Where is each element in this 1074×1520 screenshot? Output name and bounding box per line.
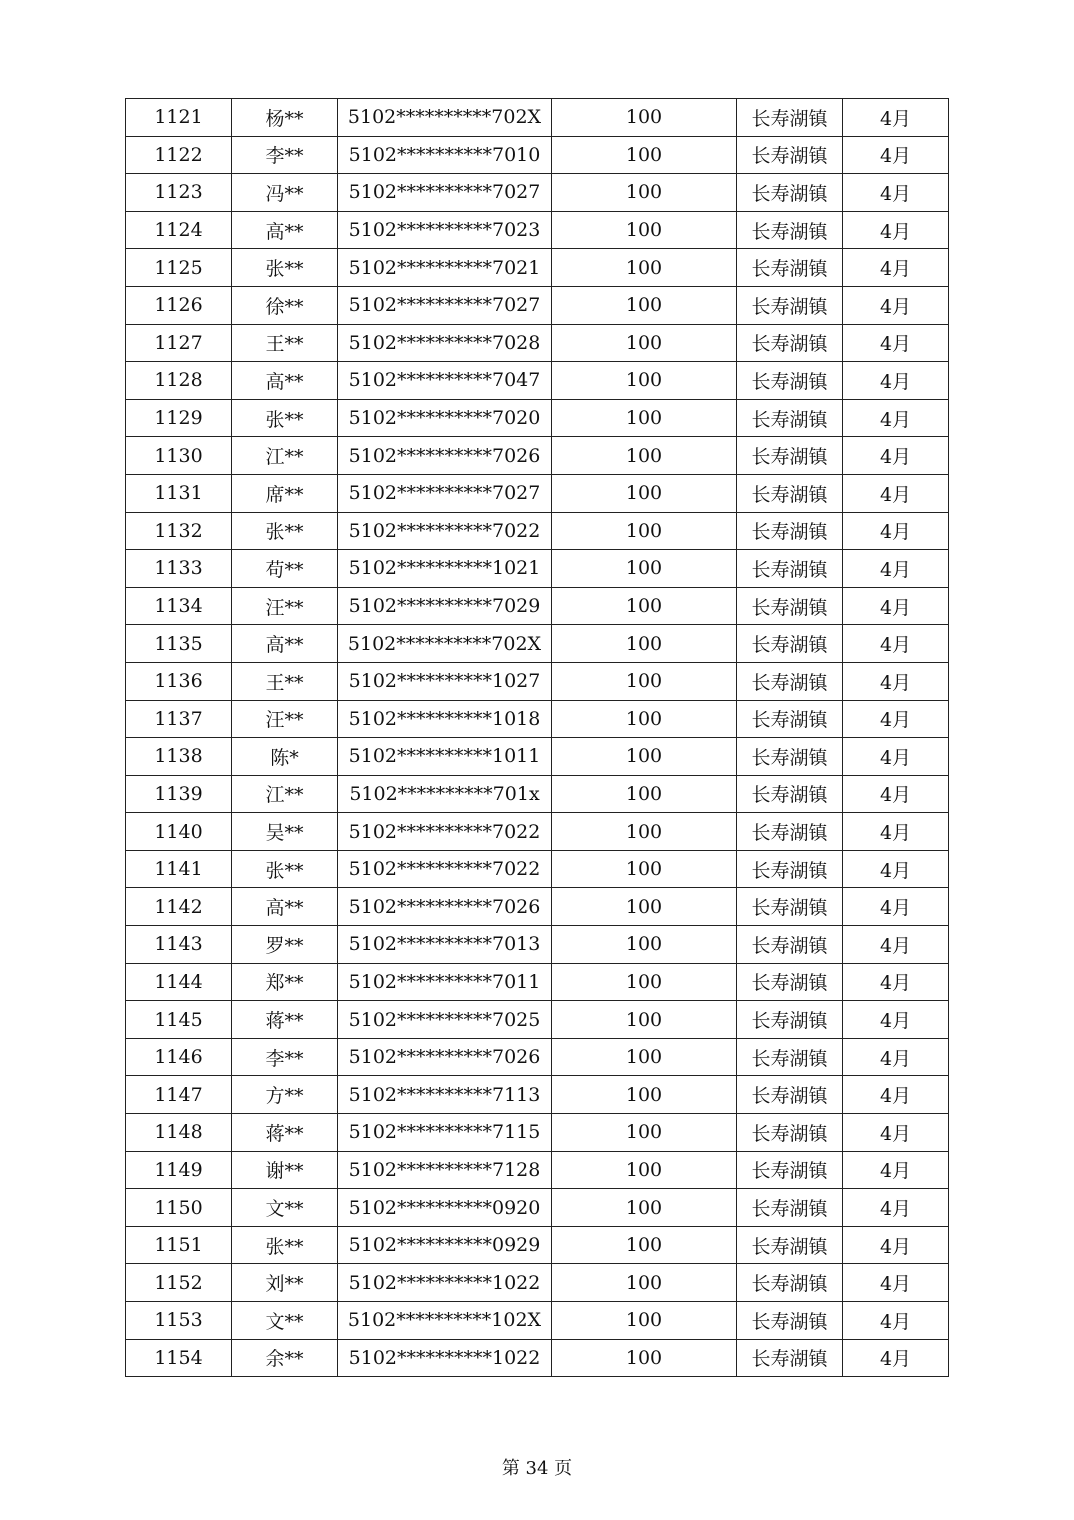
table-row <box>126 662 949 700</box>
id-number-cell: 5102**********7027 <box>338 174 552 212</box>
table-row <box>126 1264 949 1302</box>
name-cell: 苟** <box>232 550 338 588</box>
amount-cell: 100 <box>552 136 737 174</box>
seq-number-cell: 1144 <box>126 963 232 1001</box>
town-cell: 长寿湖镇 <box>737 1151 843 1189</box>
table-row <box>126 1114 949 1152</box>
month-cell: 4月 <box>843 286 949 324</box>
amount-cell: 100 <box>552 587 737 625</box>
seq-number-cell: 1129 <box>126 399 232 437</box>
amount-cell: 100 <box>552 888 737 926</box>
id-number-cell: 5102**********7020 <box>338 399 552 437</box>
seq-number-cell: 1122 <box>126 136 232 174</box>
month-cell: 4月 <box>843 775 949 813</box>
town-cell: 长寿湖镇 <box>737 738 843 776</box>
amount-cell: 100 <box>552 174 737 212</box>
amount-cell: 100 <box>552 324 737 362</box>
name-cell: 刘** <box>232 1264 338 1302</box>
name-cell: 张** <box>232 1226 338 1264</box>
table-row <box>126 963 949 1001</box>
table-row <box>126 474 949 512</box>
seq-number-cell: 1147 <box>126 1076 232 1114</box>
amount-cell: 100 <box>552 850 737 888</box>
amount-cell: 100 <box>552 99 737 137</box>
name-cell: 江** <box>232 437 338 475</box>
town-cell: 长寿湖镇 <box>737 813 843 851</box>
table-row <box>126 362 949 400</box>
amount-cell: 100 <box>552 700 737 738</box>
id-number-cell: 5102**********7022 <box>338 813 552 851</box>
month-cell: 4月 <box>843 850 949 888</box>
id-number-cell: 5102**********7113 <box>338 1076 552 1114</box>
seq-number-cell: 1149 <box>126 1151 232 1189</box>
table-row <box>126 550 949 588</box>
records-table-body <box>126 99 949 1377</box>
seq-number-cell: 1131 <box>126 474 232 512</box>
town-cell: 长寿湖镇 <box>737 850 843 888</box>
town-cell: 长寿湖镇 <box>737 249 843 287</box>
id-number-cell: 5102**********7010 <box>338 136 552 174</box>
town-cell: 长寿湖镇 <box>737 1339 843 1377</box>
month-cell: 4月 <box>843 99 949 137</box>
month-cell: 4月 <box>843 550 949 588</box>
seq-number-cell: 1140 <box>126 813 232 851</box>
seq-number-cell: 1128 <box>126 362 232 400</box>
seq-number-cell: 1153 <box>126 1302 232 1340</box>
name-cell: 汪** <box>232 700 338 738</box>
amount-cell: 100 <box>552 1302 737 1340</box>
town-cell: 长寿湖镇 <box>737 286 843 324</box>
name-cell: 文** <box>232 1189 338 1227</box>
table-row <box>126 775 949 813</box>
amount-cell: 100 <box>552 1038 737 1076</box>
name-cell: 徐** <box>232 286 338 324</box>
month-cell: 4月 <box>843 474 949 512</box>
table-row <box>126 738 949 776</box>
id-number-cell: 5102**********0920 <box>338 1189 552 1227</box>
seq-number-cell: 1141 <box>126 850 232 888</box>
seq-number-cell: 1125 <box>126 249 232 287</box>
seq-number-cell: 1124 <box>126 211 232 249</box>
id-number-cell: 5102**********0929 <box>338 1226 552 1264</box>
table-row <box>126 1038 949 1076</box>
seq-number-cell: 1127 <box>126 324 232 362</box>
id-number-cell: 5102**********7022 <box>338 512 552 550</box>
name-cell: 谢** <box>232 1151 338 1189</box>
name-cell: 李** <box>232 136 338 174</box>
month-cell: 4月 <box>843 813 949 851</box>
id-number-cell: 5102**********7026 <box>338 1038 552 1076</box>
amount-cell: 100 <box>552 1076 737 1114</box>
id-number-cell: 5102**********7025 <box>338 1001 552 1039</box>
id-number-cell: 5102**********7022 <box>338 850 552 888</box>
town-cell: 长寿湖镇 <box>737 1226 843 1264</box>
seq-number-cell: 1136 <box>126 662 232 700</box>
table-row <box>126 136 949 174</box>
table-row <box>126 587 949 625</box>
month-cell: 4月 <box>843 888 949 926</box>
month-cell: 4月 <box>843 1339 949 1377</box>
town-cell: 长寿湖镇 <box>737 512 843 550</box>
name-cell: 陈* <box>232 738 338 776</box>
amount-cell: 100 <box>552 362 737 400</box>
name-cell: 冯** <box>232 174 338 212</box>
town-cell: 长寿湖镇 <box>737 1001 843 1039</box>
month-cell: 4月 <box>843 1076 949 1114</box>
seq-number-cell: 1150 <box>126 1189 232 1227</box>
name-cell: 杨** <box>232 99 338 137</box>
town-cell: 长寿湖镇 <box>737 99 843 137</box>
seq-number-cell: 1146 <box>126 1038 232 1076</box>
table-row <box>126 211 949 249</box>
seq-number-cell: 1154 <box>126 1339 232 1377</box>
amount-cell: 100 <box>552 437 737 475</box>
table-row <box>126 249 949 287</box>
month-cell: 4月 <box>843 625 949 663</box>
month-cell: 4月 <box>843 174 949 212</box>
id-number-cell: 5102**********1022 <box>338 1339 552 1377</box>
table-row <box>126 1302 949 1340</box>
month-cell: 4月 <box>843 249 949 287</box>
table-row <box>126 850 949 888</box>
table-row <box>126 813 949 851</box>
amount-cell: 100 <box>552 1189 737 1227</box>
id-number-cell: 5102**********1011 <box>338 738 552 776</box>
month-cell: 4月 <box>843 738 949 776</box>
month-cell: 4月 <box>843 1114 949 1152</box>
table-row <box>126 324 949 362</box>
name-cell: 罗** <box>232 926 338 964</box>
town-cell: 长寿湖镇 <box>737 587 843 625</box>
table-row <box>126 174 949 212</box>
amount-cell: 100 <box>552 662 737 700</box>
month-cell: 4月 <box>843 1038 949 1076</box>
seq-number-cell: 1133 <box>126 550 232 588</box>
page-number: 第 34 页 <box>501 1458 573 1479</box>
seq-number-cell: 1137 <box>126 700 232 738</box>
month-cell: 4月 <box>843 324 949 362</box>
table-row <box>126 1076 949 1114</box>
id-number-cell: 5102**********7026 <box>338 437 552 475</box>
town-cell: 长寿湖镇 <box>737 174 843 212</box>
town-cell: 长寿湖镇 <box>737 1038 843 1076</box>
table-row <box>126 399 949 437</box>
id-number-cell: 5102**********702X <box>338 625 552 663</box>
amount-cell: 100 <box>552 775 737 813</box>
town-cell: 长寿湖镇 <box>737 775 843 813</box>
id-number-cell: 5102**********7027 <box>338 474 552 512</box>
table-row <box>126 1226 949 1264</box>
amount-cell: 100 <box>552 1114 737 1152</box>
id-number-cell: 5102**********701x <box>338 775 552 813</box>
amount-cell: 100 <box>552 512 737 550</box>
month-cell: 4月 <box>843 1001 949 1039</box>
month-cell: 4月 <box>843 136 949 174</box>
table-row <box>126 1151 949 1189</box>
name-cell: 汪** <box>232 587 338 625</box>
id-number-cell: 5102**********7027 <box>338 286 552 324</box>
amount-cell: 100 <box>552 1001 737 1039</box>
month-cell: 4月 <box>843 662 949 700</box>
town-cell: 长寿湖镇 <box>737 1076 843 1114</box>
amount-cell: 100 <box>552 926 737 964</box>
month-cell: 4月 <box>843 1226 949 1264</box>
table-row <box>126 99 949 137</box>
id-number-cell: 5102**********7029 <box>338 587 552 625</box>
month-cell: 4月 <box>843 399 949 437</box>
seq-number-cell: 1139 <box>126 775 232 813</box>
name-cell: 席** <box>232 474 338 512</box>
amount-cell: 100 <box>552 738 737 776</box>
amount-cell: 100 <box>552 249 737 287</box>
town-cell: 长寿湖镇 <box>737 662 843 700</box>
month-cell: 4月 <box>843 1302 949 1340</box>
month-cell: 4月 <box>843 926 949 964</box>
id-number-cell: 5102**********702X <box>338 99 552 137</box>
amount-cell: 100 <box>552 286 737 324</box>
town-cell: 长寿湖镇 <box>737 437 843 475</box>
seq-number-cell: 1130 <box>126 437 232 475</box>
id-number-cell: 5102**********7047 <box>338 362 552 400</box>
month-cell: 4月 <box>843 512 949 550</box>
name-cell: 李** <box>232 1038 338 1076</box>
month-cell: 4月 <box>843 437 949 475</box>
seq-number-cell: 1152 <box>126 1264 232 1302</box>
name-cell: 王** <box>232 662 338 700</box>
town-cell: 长寿湖镇 <box>737 926 843 964</box>
town-cell: 长寿湖镇 <box>737 700 843 738</box>
name-cell: 高** <box>232 211 338 249</box>
seq-number-cell: 1142 <box>126 888 232 926</box>
id-number-cell: 5102**********1018 <box>338 700 552 738</box>
table-row <box>126 437 949 475</box>
name-cell: 吴** <box>232 813 338 851</box>
seq-number-cell: 1126 <box>126 286 232 324</box>
amount-cell: 100 <box>552 211 737 249</box>
seq-number-cell: 1143 <box>126 926 232 964</box>
id-number-cell: 5102**********102X <box>338 1302 552 1340</box>
id-number-cell: 5102**********7026 <box>338 888 552 926</box>
amount-cell: 100 <box>552 399 737 437</box>
town-cell: 长寿湖镇 <box>737 324 843 362</box>
table-row <box>126 888 949 926</box>
town-cell: 长寿湖镇 <box>737 362 843 400</box>
month-cell: 4月 <box>843 700 949 738</box>
table-row <box>126 926 949 964</box>
town-cell: 长寿湖镇 <box>737 1114 843 1152</box>
id-number-cell: 5102**********1021 <box>338 550 552 588</box>
seq-number-cell: 1138 <box>126 738 232 776</box>
name-cell: 高** <box>232 625 338 663</box>
name-cell: 张** <box>232 399 338 437</box>
name-cell: 方** <box>232 1076 338 1114</box>
id-number-cell: 5102**********7128 <box>338 1151 552 1189</box>
town-cell: 长寿湖镇 <box>737 474 843 512</box>
town-cell: 长寿湖镇 <box>737 136 843 174</box>
name-cell: 蒋** <box>232 1114 338 1152</box>
month-cell: 4月 <box>843 211 949 249</box>
table-row <box>126 512 949 550</box>
name-cell: 高** <box>232 362 338 400</box>
town-cell: 长寿湖镇 <box>737 1302 843 1340</box>
name-cell: 张** <box>232 512 338 550</box>
name-cell: 蒋** <box>232 1001 338 1039</box>
table-row <box>126 286 949 324</box>
amount-cell: 100 <box>552 625 737 663</box>
town-cell: 长寿湖镇 <box>737 211 843 249</box>
town-cell: 长寿湖镇 <box>737 888 843 926</box>
town-cell: 长寿湖镇 <box>737 1264 843 1302</box>
name-cell: 江** <box>232 775 338 813</box>
seq-number-cell: 1148 <box>126 1114 232 1152</box>
name-cell: 张** <box>232 850 338 888</box>
month-cell: 4月 <box>843 1264 949 1302</box>
seq-number-cell: 1135 <box>126 625 232 663</box>
town-cell: 长寿湖镇 <box>737 625 843 663</box>
seq-number-cell: 1121 <box>126 99 232 137</box>
name-cell: 郑** <box>232 963 338 1001</box>
month-cell: 4月 <box>843 587 949 625</box>
table-row <box>126 1001 949 1039</box>
id-number-cell: 5102**********7011 <box>338 963 552 1001</box>
town-cell: 长寿湖镇 <box>737 1189 843 1227</box>
amount-cell: 100 <box>552 1264 737 1302</box>
id-number-cell: 5102**********7021 <box>338 249 552 287</box>
town-cell: 长寿湖镇 <box>737 550 843 588</box>
seq-number-cell: 1134 <box>126 587 232 625</box>
id-number-cell: 5102**********7023 <box>338 211 552 249</box>
amount-cell: 100 <box>552 474 737 512</box>
month-cell: 4月 <box>843 362 949 400</box>
amount-cell: 100 <box>552 550 737 588</box>
name-cell: 高** <box>232 888 338 926</box>
table-row <box>126 700 949 738</box>
id-number-cell: 5102**********7013 <box>338 926 552 964</box>
name-cell: 余** <box>232 1339 338 1377</box>
month-cell: 4月 <box>843 963 949 1001</box>
id-number-cell: 5102**********1027 <box>338 662 552 700</box>
month-cell: 4月 <box>843 1189 949 1227</box>
seq-number-cell: 1132 <box>126 512 232 550</box>
town-cell: 长寿湖镇 <box>737 963 843 1001</box>
amount-cell: 100 <box>552 813 737 851</box>
seq-number-cell: 1145 <box>126 1001 232 1039</box>
name-cell: 张** <box>232 249 338 287</box>
seq-number-cell: 1151 <box>126 1226 232 1264</box>
name-cell: 文** <box>232 1302 338 1340</box>
table-row <box>126 1339 949 1377</box>
amount-cell: 100 <box>552 1226 737 1264</box>
table-row <box>126 625 949 663</box>
table-row <box>126 1189 949 1227</box>
seq-number-cell: 1123 <box>126 174 232 212</box>
amount-cell: 100 <box>552 1151 737 1189</box>
town-cell: 长寿湖镇 <box>737 399 843 437</box>
id-number-cell: 5102**********1022 <box>338 1264 552 1302</box>
amount-cell: 100 <box>552 1339 737 1377</box>
id-number-cell: 5102**********7028 <box>338 324 552 362</box>
month-cell: 4月 <box>843 1151 949 1189</box>
name-cell: 王** <box>232 324 338 362</box>
amount-cell: 100 <box>552 963 737 1001</box>
id-number-cell: 5102**********7115 <box>338 1114 552 1152</box>
records-table <box>125 98 949 1377</box>
